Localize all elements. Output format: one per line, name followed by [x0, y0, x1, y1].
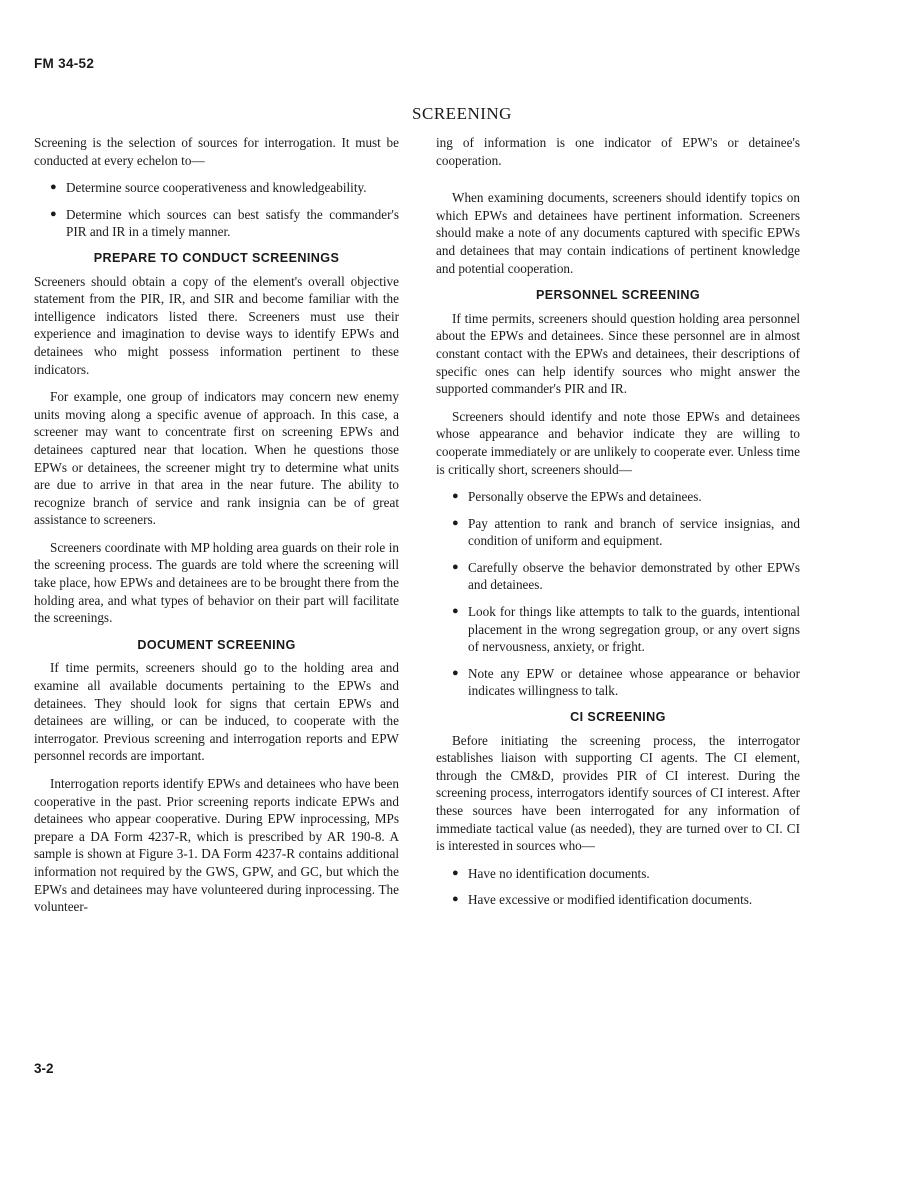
- bullet-dot-icon: ●: [452, 666, 459, 679]
- section-heading-ci: CI SCREENING: [570, 710, 666, 725]
- ci-bullet-list: [436, 865, 800, 909]
- list-item: ● Look for things like attempts to talk to the guards, intentional placement in the wrong segregation group, or any overt signs of nervousness, anxiety, or fright.: [452, 604, 800, 655]
- section-heading-personnel: PERSONNEL SCREENING: [535, 288, 701, 303]
- left-column: [34, 134, 399, 926]
- bullet-dot-icon: ●: [452, 490, 459, 503]
- page-number: 3-2: [34, 1061, 54, 1076]
- bullet-dot-icon: ●: [452, 866, 459, 879]
- list-item: ● Pay attention to rank and branch of service insignias, and condition of uniform and equipment.: [452, 515, 800, 549]
- paragraph: If time permits, screeners should question holding area personnel about the EPWs and detainees. Since these personnel are in almost constant contact with the EPWs and detainees, their descriptions of specific ones can help identify sources who might answer the supported commander's PIR and IR.: [436, 310, 800, 397]
- paragraph: When examining documents, screeners should identify topics on which EPWs and detainees have pertinent information. Screeners should make a note of any documents captured with specific EPWs and detainees that may contain indications of pertinent knowledge and potential cooperation.: [436, 190, 800, 276]
- paragraph: Screeners coordinate with MP holding area guards on their role in the screening process. The guards are told where the screening will take place, how EPWs and detainees are to be brought there from the holding area, and what types of behavior on their part will facilitate the screenings.: [34, 539, 399, 626]
- list-item: ● Have excessive or modified identification documents.: [452, 892, 753, 908]
- section-heading-prepare: PREPARE TO CONDUCT SCREENINGS: [93, 250, 340, 265]
- paragraph: Screeners should identify and note those EPWs and detainees whose appearance and behavior indicate they are willing to cooperate immediately or are unlikely to cooperate ever. Unless time is critically short, screeners should—: [436, 408, 800, 477]
- paragraph: If time permits, screeners should go to the holding area and examine all available documents pertaining to the EPWs and detainees. They should look for signs that certain EPWs and detainees are willing, or can be induced, to cooperate with the interrogator. Previous screening and interrogation reports and EPW personnel records are important.: [34, 660, 399, 764]
- document-id: FM 34-52: [34, 56, 95, 71]
- bullet-dot-icon: ●: [452, 560, 459, 573]
- bullet-dot-icon: ●: [50, 181, 57, 194]
- paragraph: ing of information is one indicator of EPW's or detainee's cooperation.: [436, 135, 800, 168]
- list-item: ● Determine source cooperativeness and knowledgeability.: [50, 180, 367, 196]
- personnel-bullet-list: [436, 488, 800, 700]
- paragraph: Interrogation reports identify EPWs and detainees who have been cooperative in the past. Prior screening reports indicate EPWs and detainees who appear cooperative. During EPW inprocessing, MPs prepare a DA Form 4237-R, which is prescribed by AR 190-8. A sample is shown at Figure 3-1. DA Form 4237-R contains additional information not required by the GWS, GPW, and GC, but which the EPWs and detainees may have volunteered during inprocessing. The volunteer-: [34, 776, 399, 915]
- bullet-dot-icon: ●: [452, 605, 459, 618]
- list-item: ● Carefully observe the behavior demonstrated by other EPWs and detainees.: [452, 559, 800, 593]
- list-item: ● Personally observe the EPWs and detainees.: [452, 489, 702, 505]
- section-heading-document: DOCUMENT SCREENING: [137, 637, 296, 652]
- right-column: [436, 134, 800, 918]
- list-item: ● Determine which sources can best satisfy the commander's PIR and IR in a timely manner.: [50, 206, 399, 240]
- bullet-dot-icon: ●: [452, 893, 459, 906]
- paragraph: Screeners should obtain a copy of the element's overall objective statement from the PIR, IR, and SIR and become familiar with the intelligence indicators listed there. Screeners must use their experience and imagination to devise ways to identify EPWs and detainees who might possess information pertinent to these indicators.: [34, 273, 399, 377]
- list-item: ● Have no identification documents.: [452, 865, 650, 881]
- intro-paragraph: Screening is the selection of sources for interrogation. It must be conducted at every echelon to—: [34, 135, 399, 168]
- list-item: ● Note any EPW or detainee whose appearance or behavior indicates willingness to talk.: [452, 665, 800, 699]
- bullet-dot-icon: ●: [50, 207, 57, 220]
- paragraph: For example, one group of indicators may concern new enemy units moving along a specific avenue of approach. In this case, a screener may want to concentrate first on screening EPWs and detainees captured near that location. When he questions those EPWs or detainees, the screener might try to determine what units are due to arrive in that area in the near future. The ability to recognize branch of service and rank insignia can be of great assistance to screeners.: [34, 389, 399, 528]
- page-title: SCREENING: [412, 104, 512, 123]
- intro-bullet-list: [34, 179, 399, 241]
- bullet-dot-icon: ●: [452, 516, 459, 529]
- paragraph: Before initiating the screening process, the interrogator establishes liaison with supporting CI agents. The CI element, through the CM&D, provides PIR of CI interest. During the screening process, interrogators identify sources of CI interest. After these sources have been interrogated for any information of immediate tactical value (as needed), they are turned over to CI. CI is interested in sources who—: [436, 732, 800, 854]
